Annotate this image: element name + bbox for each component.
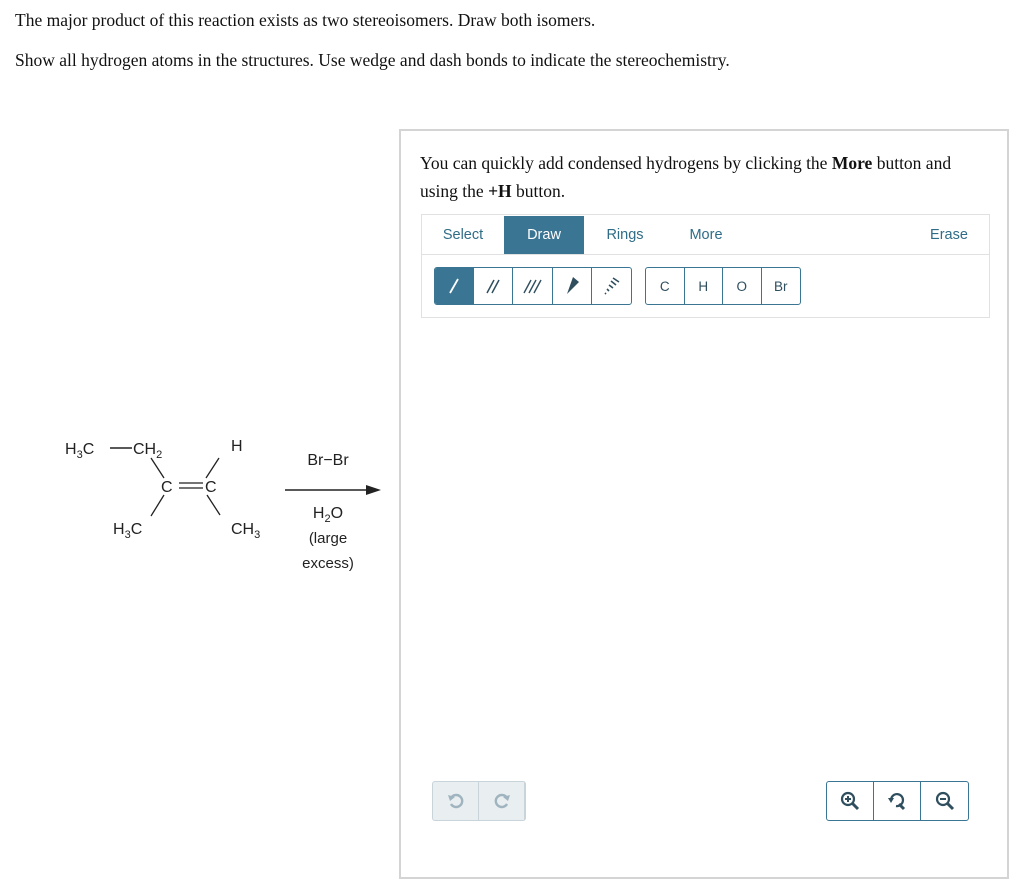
label-ch2: $CH_2$ — [133, 441, 163, 461]
atom-h-button[interactable]: H — [685, 268, 724, 304]
wedge-bond-icon[interactable] — [553, 268, 592, 304]
redo-icon[interactable] — [479, 782, 525, 820]
zoom-reset-icon[interactable] — [874, 782, 921, 820]
tab-erase[interactable]: Erase — [930, 227, 968, 243]
dash-bond-icon[interactable] — [592, 268, 631, 304]
question-line-1: The major product of this reaction exists as two stereoisomers. Draw both isomers. — [15, 10, 596, 30]
sketcher-toolbar — [421, 214, 990, 318]
reaction-scheme — [55, 430, 385, 590]
double-bond-icon[interactable] — [474, 268, 513, 304]
history-controls — [432, 781, 526, 821]
single-bond-icon[interactable] — [435, 268, 474, 304]
tab-rings[interactable]: Rings — [606, 227, 644, 243]
reagent-excess: excess) — [302, 555, 354, 572]
atom-br-button[interactable]: Br — [773, 278, 788, 294]
tab-more[interactable]: More — [689, 227, 723, 243]
label-c-left: C — [161, 479, 173, 496]
atom-o-button[interactable]: O — [723, 268, 762, 304]
sketcher-panel[interactable] — [399, 129, 1009, 879]
tab-select[interactable]: Select — [442, 227, 484, 243]
sketcher-hint: You can quickly add condensed hydrogens by clicking the More button and using the +H button. — [420, 153, 952, 201]
zoom-out-icon[interactable] — [921, 782, 968, 820]
zoom-in-icon[interactable] — [827, 782, 874, 820]
label-ch3: $CH_3$ — [231, 521, 261, 541]
atom-c-button[interactable]: C — [646, 268, 685, 304]
reagent-water: $H_2O$ — [312, 505, 344, 526]
undo-icon[interactable] — [433, 782, 479, 820]
triple-bond-icon[interactable] — [513, 268, 552, 304]
bond-tools — [434, 267, 632, 305]
atom-tools — [645, 267, 801, 305]
zoom-controls — [826, 781, 969, 821]
label-h3c-bottom: $H_3C$ — [113, 521, 143, 541]
label-c-right: C — [205, 479, 217, 496]
reagent-bromine: Br−Br — [307, 452, 349, 469]
reagent-large: (large — [308, 530, 348, 547]
label-h-top: H — [231, 438, 243, 455]
toolbar-tabs — [422, 215, 989, 255]
tab-draw[interactable]: Draw — [504, 216, 584, 254]
label-h3c-top: $H_3C$ — [65, 441, 95, 461]
question-line-2: Show all hydrogen atoms in the structures. Use wedge and dash bonds to indicate the stereochemistry. — [15, 50, 730, 70]
